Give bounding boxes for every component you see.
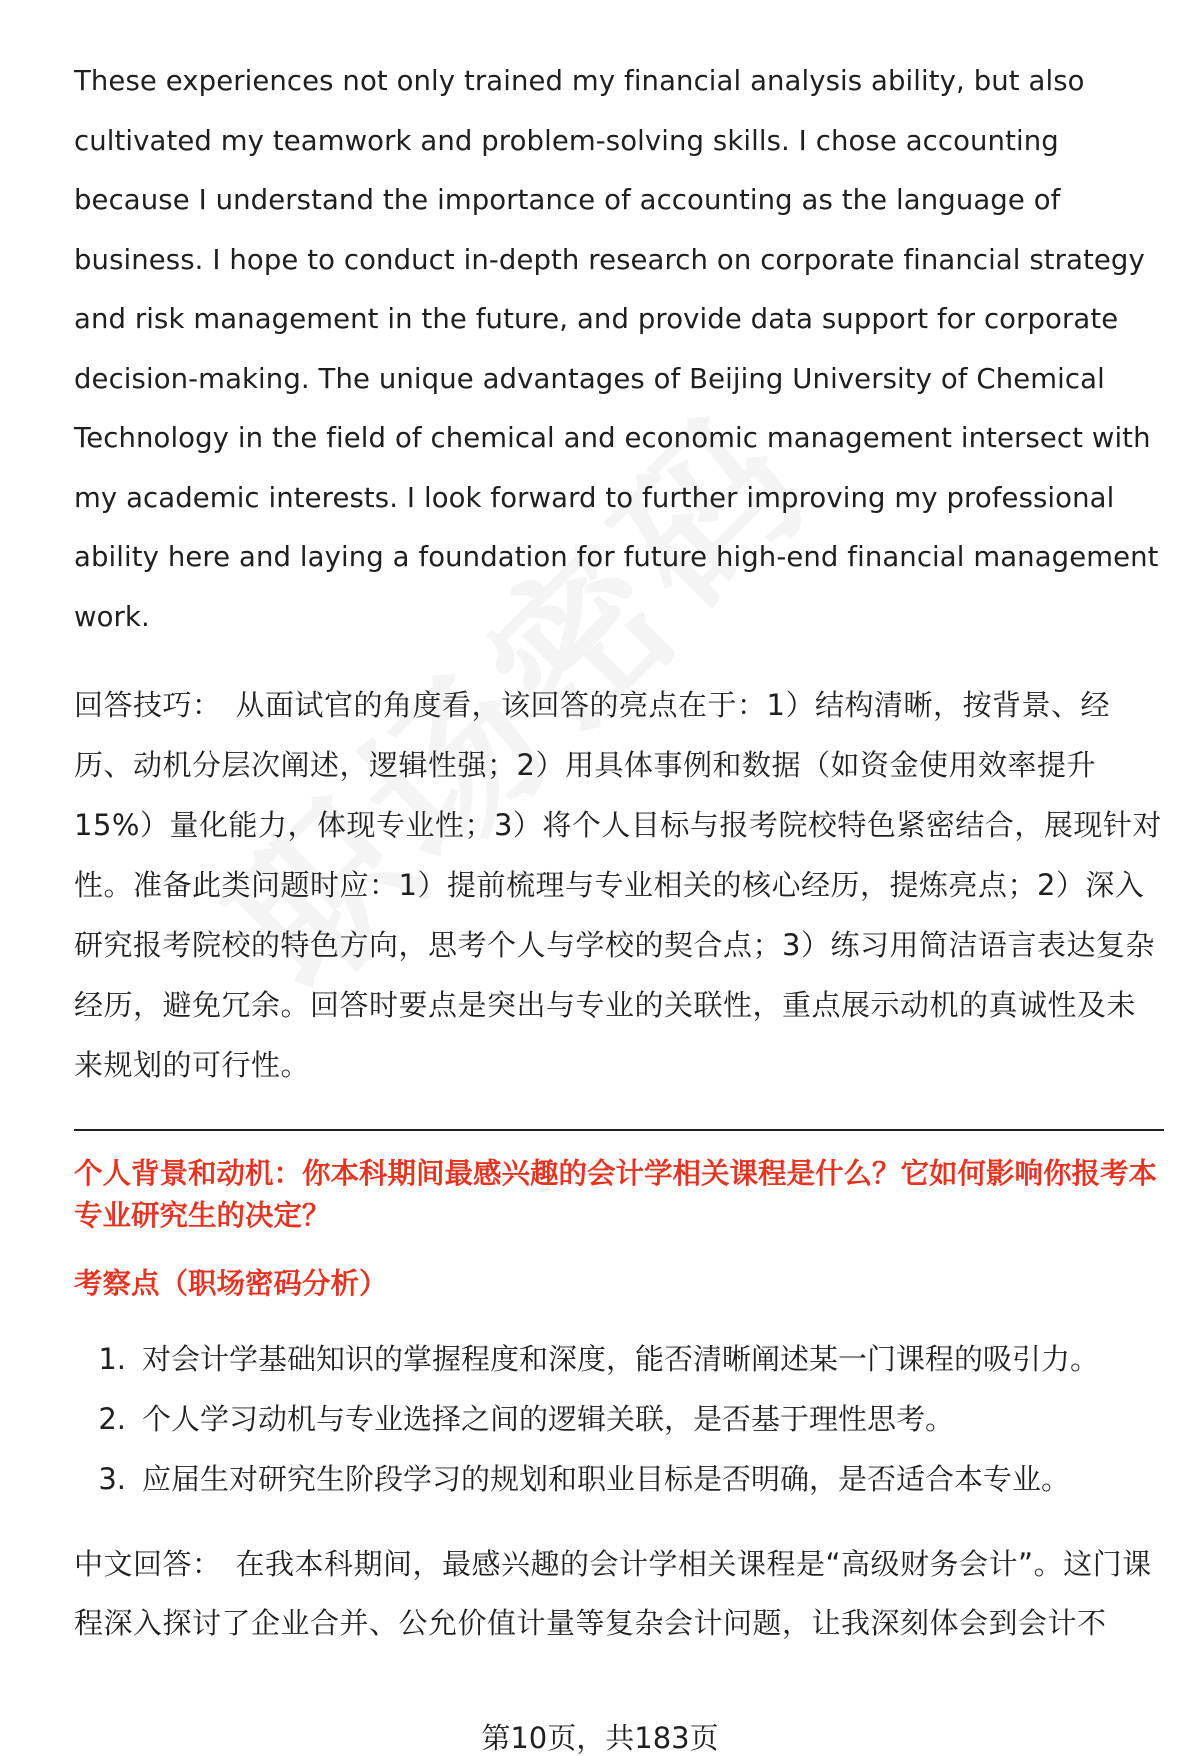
- answer-label: 中文回答：: [74, 1547, 222, 1581]
- list-item-text: 应届生对研究生阶段学习的规划和职业目标是否明确，是否适合本专业。: [142, 1462, 1071, 1496]
- page-footer: 第10页，共183页: [481, 1721, 719, 1755]
- chinese-answer-paragraph: [74, 1535, 1164, 1653]
- list-item-text: 个人学习动机与专业选择之间的逻辑关联，是否基于理性思考。: [142, 1402, 955, 1436]
- question-title: 个人背景和动机：你本科期间最感兴趣的会计学相关课程是什么？它如何影响你报考本专业研究生的决定？: [74, 1157, 1158, 1232]
- tips-label: 回答技巧：: [74, 688, 222, 722]
- tips-paragraph: [74, 675, 1164, 1095]
- answer-text: 在我本科期间，最感兴趣的会计学相关课程是“高级财务会计”。这门课程深入探讨了企业合并、公允价值计量等复杂会计问题，让我深刻体会到会计不: [74, 1547, 1152, 1640]
- points-heading: 考察点（职场密码分析）: [74, 1267, 388, 1300]
- section-divider: [74, 1129, 1164, 1131]
- page-content: [74, 52, 1164, 1653]
- english-answer-paragraph: These experiences not only trained my financial analysis ability, but also cultivated my teamwork and problem-solving skills. I chose accounting because I understand the importance of accounting as the language of business. I hope to conduct in-depth research on corporate financial strategy and risk management in the future, and provide data support for corporate decision-making. The unique advantages of Beijing University of Chemical Technology in the field of chemical and economic management intersect with my academic interests. I look forward to further improving my professional ability here and laying a foundation for future high-end financial management work.: [74, 65, 1159, 633]
- list-item-number: 2.: [98, 1402, 126, 1436]
- list-item-number: 3.: [98, 1462, 126, 1496]
- list-item: [74, 1449, 1164, 1509]
- tips-text: 从面试官的角度看，该回答的亮点在于：1）结构清晰，按背景、经历、动机分层次阐述，逻辑性强；2）用具体事例和数据（如资金使用效率提升15%）量化能力，体现专业性；3）将个人目标与报考院校特色紧密结合，展现针对性。准备此类问题时应：1）提前梳理与专业相关的核心经历，提炼亮点；2）深入研究报考院校的特色方向，思考个人与学校的契合点；3）练习用简洁语言表达复杂经历，避免冗余。回答时要点是突出与专业的关联性，重点展示动机的真诚性及未来规划的可行性。: [74, 688, 1162, 1082]
- list-item-number: 1.: [98, 1342, 126, 1376]
- list-item: [74, 1329, 1164, 1389]
- points-list: [74, 1329, 1164, 1509]
- list-item-text: 对会计学基础知识的掌握程度和深度，能否清晰阐述某一门课程的吸引力。: [142, 1342, 1100, 1376]
- list-item: [74, 1389, 1164, 1449]
